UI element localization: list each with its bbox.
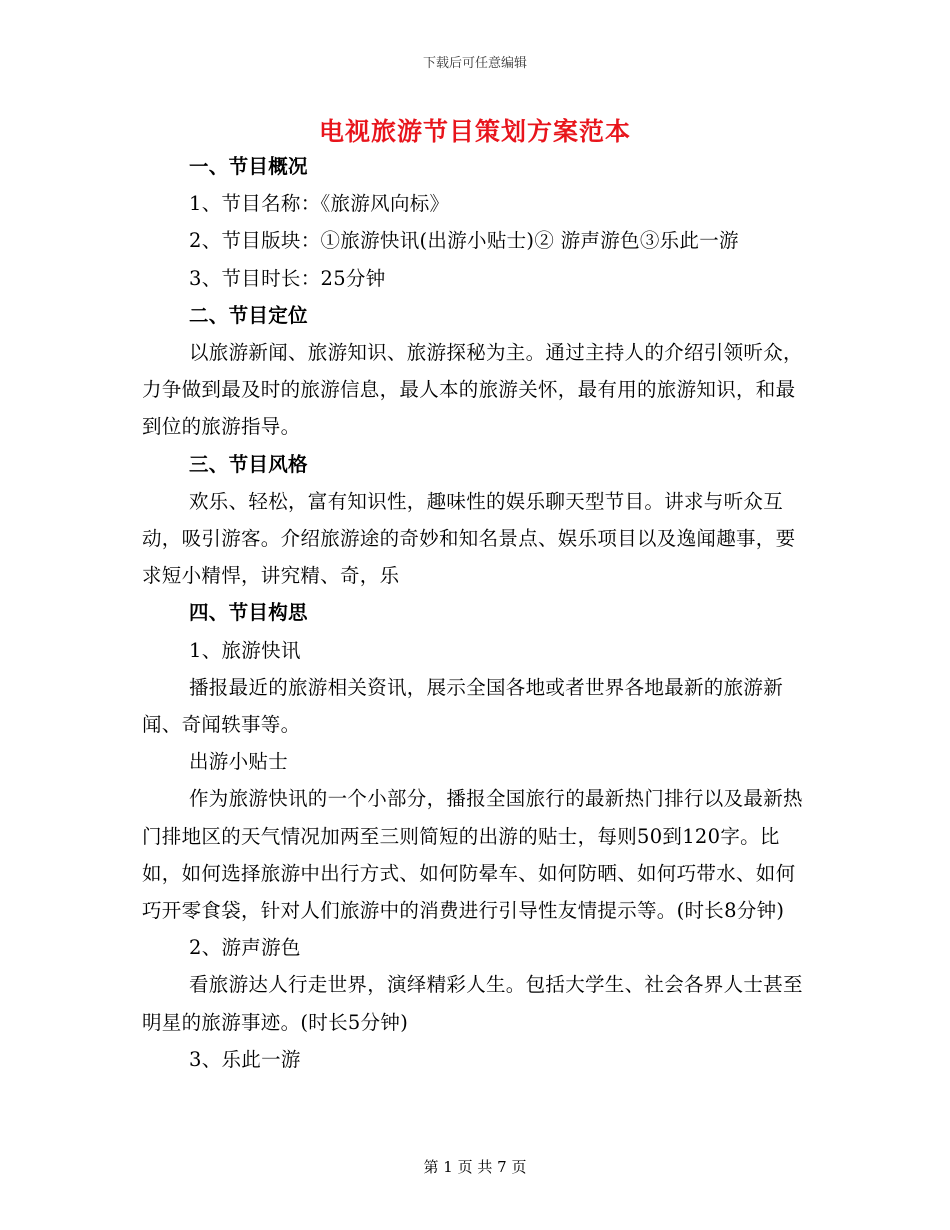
section-heading: 一、节目概况 (189, 155, 308, 178)
body-paragraph: 看旅游达人行走世界，演绎精彩人生。包括大学生、社会各界人士甚至明星的旅游事迹。(时长5分钟) (142, 973, 803, 1034)
program-name-line: 1、节目名称：《旅游风向标》 (189, 192, 450, 216)
page-header: 下载后可任意编辑 (422, 56, 527, 71)
document-body (142, 148, 810, 1078)
section-heading: 三、节目风格 (189, 452, 308, 476)
body-paragraph: 欢乐、轻松，富有知识性，趣味性的娱乐聊天型节目。讲求与听众互动，吸引游客。介绍旅游途的奇妙和知名景点、娱乐项目以及逸闻趣事，要求短小精悍，讲究精、奇，乐 (142, 489, 796, 588)
subsection-heading: 2、游声游色 (189, 936, 301, 960)
section-heading: 四、节目构思 (189, 601, 308, 625)
section-heading: 二、节目定位 (189, 303, 308, 327)
body-paragraph: 作为旅游快讯的一个小部分，播报全国旅行的最新热门排行以及最新热门排地区的天气情况加两至三则简短的出游的贴士，每则50到120字。比如，如何选择旅游中出行方式、如何防晕车、如何防晒、如何巧带水、如何巧开零食袋，针对人们旅游中的消费进行引导性友情提示等。(时长8分钟) (142, 787, 803, 923)
page-footer: 第 1 页 共 7 页 (423, 1158, 527, 1176)
subsection-heading: 出游小贴士 (189, 750, 289, 774)
program-sections-line: 2、节目版块：①旅游快讯(出游小贴士)② 游声游色③乐此一游 (189, 229, 739, 253)
body-paragraph: 播报最近的旅游相关资讯，展示全国各地或者世界各地最新的旅游新闻、奇闻轶事等。 (142, 675, 784, 737)
program-duration-line: 3、节目时长：25分钟 (189, 266, 386, 290)
body-paragraph: 以旅游新闻、旅游知识、旅游探秘为主。通过主持人的介绍引领听众，力争做到最及时的旅游信息，最人本的旅游关怀，最有用的旅游知识，和最到位的旅游指导。 (142, 341, 803, 439)
subsection-heading: 3、乐此一游 (189, 1047, 301, 1071)
document-title: 电视旅游节目策划方案范本 (318, 117, 631, 146)
subsection-heading: 1、旅游快讯 (189, 638, 301, 662)
